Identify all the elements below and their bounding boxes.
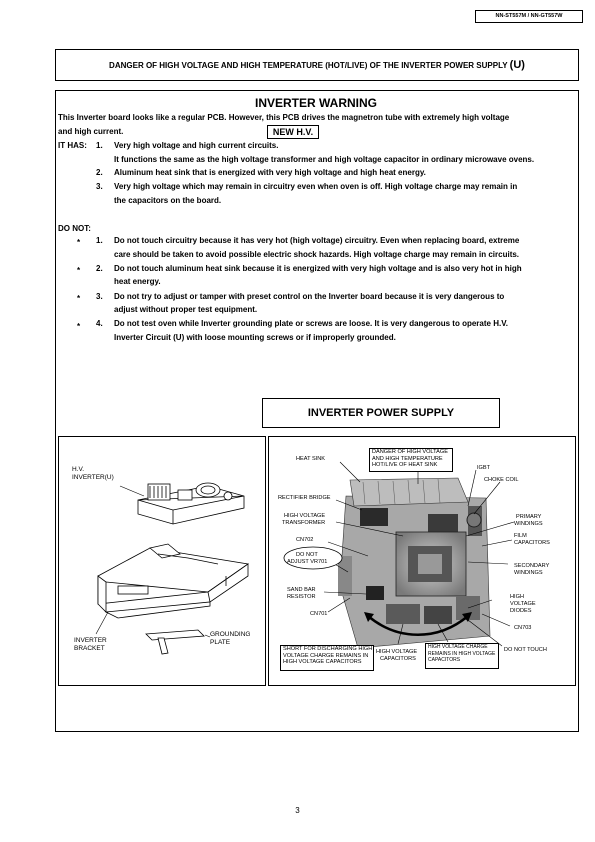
power-supply-title: INVERTER POWER SUPPLY — [262, 398, 500, 428]
do-not-1-line-1: Do not touch circuitry because it has very hot (high voltage) circuitry. Even when replacing board, extreme — [114, 236, 520, 245]
label-igbt: IGBT — [477, 465, 491, 471]
do-not-2-star: * — [77, 266, 81, 275]
do-not-4-star: * — [77, 322, 81, 331]
do-not-label: DO NOT: — [58, 224, 91, 233]
label-cn701: CN701 — [310, 611, 328, 617]
it-has-label: IT HAS: — [58, 141, 87, 150]
it-has-3-line-2: the capacitors on the board. — [114, 196, 222, 205]
it-has-3-line-1: Very high voltage which may remain in circuitry even when oven is off. High voltage charge may remain in — [114, 182, 518, 191]
label-hv-diodes-1: HIGH — [510, 594, 524, 600]
danger-banner-suffix: (U) — [509, 59, 525, 71]
model-number: NN-ST557M / NN-GT557W — [495, 13, 563, 19]
label-sand-bar-1: SAND BAR — [287, 587, 316, 593]
label-grounding-plate-1: GROUNDING — [210, 631, 251, 638]
label-inverter-bracket-1: INVERTER — [74, 637, 107, 644]
label-rectifier-bridge: RECTIFIER BRIDGE — [278, 495, 331, 501]
warning-title: INVERTER WARNING — [254, 96, 377, 110]
label-hv-transformer-2: TRANSFORMER — [282, 520, 326, 526]
short-box-line-3: HIGH VOLTAGE CAPACITORS — [283, 659, 362, 665]
do-not-1-num: 1. — [96, 236, 103, 245]
it-has-3-num: 3. — [96, 182, 103, 191]
do-not-4-line-1: Do not test oven while Inverter grounding plate or screws are loose. It is very dangerous to operate H.V. — [114, 319, 509, 328]
do-not-3-line-1: Do not try to adjust or tamper with preset control on the Inverter board because it is very dangerous to — [114, 292, 505, 301]
label-do-not-adjust-1: DO NOT — [296, 552, 318, 558]
label-cn703: CN703 — [514, 625, 532, 631]
it-has-2-num: 2. — [96, 168, 103, 177]
label-film-capacitors-2: CAPACITORS — [514, 540, 550, 546]
do-not-3-star: * — [77, 294, 81, 303]
label-secondary-windings-1: SECONDARY — [514, 563, 550, 569]
label-sand-bar-2: RESISTOR — [287, 594, 316, 600]
do-not-4-num: 4. — [96, 319, 103, 328]
label-do-not-adjust-2: ADJUST VR701 — [287, 559, 328, 565]
do-not-2-line-1: Do not touch aluminum heat sink because it is energized with very high voltage and is also very hot in high — [114, 264, 522, 273]
do-not-3-num: 3. — [96, 292, 103, 301]
label-cn702: CN702 — [296, 537, 314, 543]
it-has-1-line-2: It functions the same as the high voltage transformer and high voltage capacitor in ordinary microwave ovens. — [114, 155, 535, 164]
label-grounding-plate-2: PLATE — [210, 639, 231, 646]
label-film-capacitors-1: FILM — [514, 533, 527, 539]
intro-line-1: This Inverter board looks like a regular PCB. However, this PCB drives the magnetron tube with extremely high voltage — [58, 113, 510, 122]
intro-line-2: and high current. — [58, 127, 124, 136]
do-not-4-line-2: Inverter Circuit (U) with loose mounting screws or if improperly grounded. — [114, 333, 396, 342]
it-has-2-line-1: Aluminum heat sink that is energized with very high voltage and high heat energy. — [114, 168, 426, 177]
label-hv-inverter-1: H.V. — [72, 466, 85, 473]
short-discharge-box — [280, 645, 374, 671]
do-not-1-line-2: care should be taken to avoid possible electric shock hazards. High voltage charge may remain in circuits. — [114, 250, 520, 259]
label-hv-capacitors-1: HIGH VOLTAGE — [376, 649, 418, 655]
label-hv-transformer-1: HIGH VOLTAGE — [284, 513, 326, 519]
hv-charge-line-1: HIGH VOLTAGE CHARGE — [428, 644, 488, 650]
hv-charge-box — [425, 643, 499, 669]
do-not-2-num: 2. — [96, 264, 103, 273]
danger-heat-sink-line-3: HOT/LIVE OF HEAT SINK — [372, 462, 438, 468]
danger-heat-sink-line-1: DANGER OF HIGH VOLTAGE — [372, 449, 448, 455]
model-number-box — [475, 10, 583, 23]
hv-charge-line-3: CAPACITORS — [428, 657, 461, 663]
danger-heat-sink-line-2: AND HIGH TEMPERATURE — [372, 455, 443, 462]
short-box-line-1: SHORT FOR DISCHARGING HIGH — [283, 646, 373, 652]
it-has-1-num: 1. — [96, 141, 103, 150]
label-choke-coil: CHOKE COIL — [484, 477, 519, 483]
label-hv-diodes-2: VOLTAGE — [510, 601, 536, 607]
page-number: 3 — [295, 806, 300, 815]
label-hv-capacitors-2: CAPACITORS — [380, 656, 416, 662]
danger-heat-sink-box — [369, 448, 453, 472]
danger-banner — [55, 49, 579, 81]
hv-charge-line-2: REMAINS IN HIGH VOLTAGE — [428, 650, 496, 657]
short-box-line-2: VOLTAGE CHARGE REMAINS IN — [283, 652, 369, 659]
label-primary-windings-1: PRIMARY — [516, 514, 542, 520]
label-heat-sink: HEAT SINK — [296, 456, 326, 462]
do-not-2-line-2: heat energy. — [114, 277, 161, 286]
label-secondary-windings-2: WINDINGS — [514, 570, 543, 576]
danger-banner-text: DANGER OF HIGH VOLTAGE AND HIGH TEMPERATURE (HOT/LIVE) OF THE INVERTER POWER SUPPLY — [109, 61, 508, 70]
do-not-1-star: * — [77, 238, 81, 247]
do-not-3-line-2: adjust without proper test equipment. — [114, 305, 258, 314]
label-inverter-bracket-2: BRACKET — [74, 645, 105, 652]
label-do-not-touch: DO NOT TOUCH — [504, 647, 547, 653]
it-has-1-line-1: Very high voltage and high current circuits. — [114, 141, 279, 150]
label-hv-diodes-3: DIODES — [510, 608, 532, 614]
label-hv-inverter-2: INVERTER(U) — [72, 474, 114, 481]
new-hv-label: NEW H.V. — [267, 125, 319, 139]
label-primary-windings-2: WINDINGS — [514, 521, 543, 527]
